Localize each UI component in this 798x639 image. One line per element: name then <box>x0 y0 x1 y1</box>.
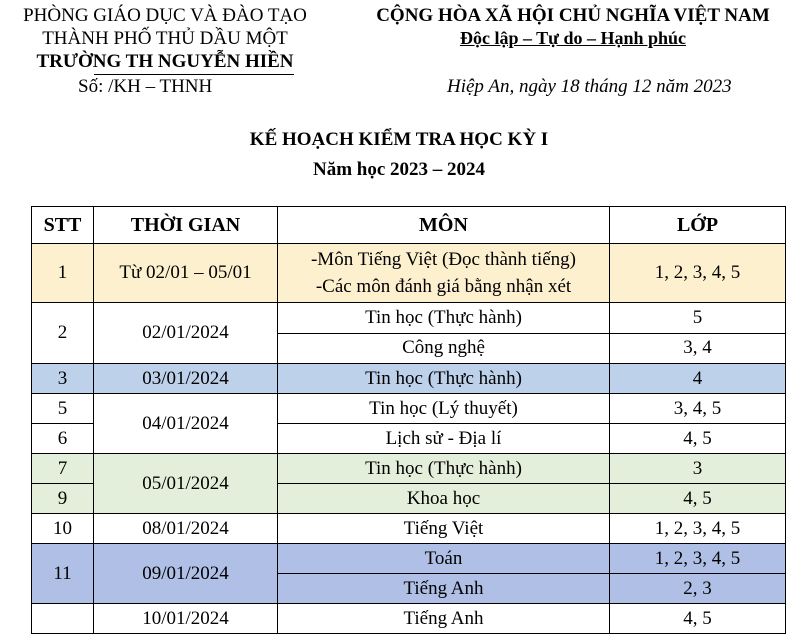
subject-cell: Tin học (Thực hành) <box>278 364 610 394</box>
stt-cell: 10 <box>32 514 94 544</box>
table-row <box>32 303 786 334</box>
grade-cell: 3 <box>610 454 786 484</box>
subject-cell: Tin học (Thực hành) <box>278 454 610 484</box>
place-date: Hiệp An, ngày 18 tháng 12 năm 2023 <box>447 76 732 97</box>
stt-cell: 2 <box>32 303 94 364</box>
subject-cell: Khoa học <box>278 484 610 514</box>
col-header-stt: STT <box>32 207 94 244</box>
col-header-subject: MÔN <box>278 207 610 244</box>
subject-line: -Các môn đánh giá bằng nhận xét <box>315 276 572 297</box>
grade-cell: 4 <box>610 364 786 394</box>
school-underline <box>94 74 294 75</box>
stt-cell: 3 <box>32 364 94 394</box>
table-row <box>32 454 786 484</box>
subject-cell: Tiếng Anh <box>278 574 610 604</box>
page-title: KẾ HOẠCH KIỂM TRA HỌC KỲ I <box>249 129 549 150</box>
table-row <box>32 604 786 634</box>
stt-cell: 6 <box>32 424 94 454</box>
subject-cell: Công nghệ <box>278 333 610 364</box>
school-name: TRƯỜNG TH NGUYỄN HIỀN <box>36 51 294 72</box>
table-row <box>32 394 786 424</box>
time-cell: 02/01/2024 <box>94 303 278 364</box>
nation-title: CỘNG HÒA XÃ HỘI CHỦ NGHĨA VIỆT NAM <box>376 5 770 26</box>
school-year: Năm học 2023 – 2024 <box>312 159 486 180</box>
stt-cell: 11 <box>32 544 94 604</box>
nation-block <box>348 4 798 50</box>
subject-cell: Toán <box>278 544 610 574</box>
time-cell: 10/01/2024 <box>94 604 278 634</box>
time-cell: 03/01/2024 <box>94 364 278 394</box>
dept-line-2: THÀNH PHỐ THỦ DẦU MỘT <box>42 28 288 49</box>
nation-motto: Độc lập – Tự do – Hạnh phúc <box>459 28 687 48</box>
time-cell: 09/01/2024 <box>94 544 278 604</box>
subject-cell: Tiếng Anh <box>278 604 610 634</box>
time-cell: 04/01/2024 <box>94 394 278 454</box>
issuer-block <box>0 4 330 73</box>
grade-cell: 1, 2, 3, 4, 5 <box>610 244 786 303</box>
table-row <box>32 244 786 303</box>
col-header-grade: LỚP <box>610 207 786 244</box>
stt-cell: 1 <box>32 244 94 303</box>
stt-cell: 7 <box>32 454 94 484</box>
time-cell: 08/01/2024 <box>94 514 278 544</box>
grade-cell: 1, 2, 3, 4, 5 <box>610 544 786 574</box>
time-cell: 05/01/2024 <box>94 454 278 514</box>
grade-cell: 3, 4, 5 <box>610 394 786 424</box>
subject-cell <box>278 244 610 303</box>
stt-cell: 5 <box>32 394 94 424</box>
grade-cell: 1, 2, 3, 4, 5 <box>610 514 786 544</box>
subject-cell: Tin học (Lý thuyết) <box>278 394 610 424</box>
table-header-row <box>32 207 786 244</box>
grade-cell: 4, 5 <box>610 484 786 514</box>
grade-cell: 2, 3 <box>610 574 786 604</box>
stt-cell <box>32 604 94 634</box>
table-row <box>32 514 786 544</box>
grade-cell: 5 <box>610 303 786 334</box>
document-number: Số: /KH – THNH <box>78 76 213 97</box>
subject-cell: Tin học (Thực hành) <box>278 303 610 334</box>
grade-cell: 4, 5 <box>610 604 786 634</box>
grade-cell: 4, 5 <box>610 424 786 454</box>
exam-schedule-table <box>31 206 786 634</box>
subject-cell: Tiếng Việt <box>278 514 610 544</box>
stt-cell: 9 <box>32 484 94 514</box>
grade-cell: 3, 4 <box>610 333 786 364</box>
table-row <box>32 364 786 394</box>
subject-line: -Môn Tiếng Việt (Đọc thành tiếng) <box>310 249 577 270</box>
dept-line-1: PHÒNG GIÁO DỤC VÀ ĐÀO TẠO <box>23 5 307 26</box>
col-header-time: THỜI GIAN <box>94 207 278 244</box>
subject-cell: Lịch sử - Địa lí <box>278 424 610 454</box>
time-cell: Từ 02/01 – 05/01 <box>94 244 278 303</box>
table-row <box>32 544 786 574</box>
